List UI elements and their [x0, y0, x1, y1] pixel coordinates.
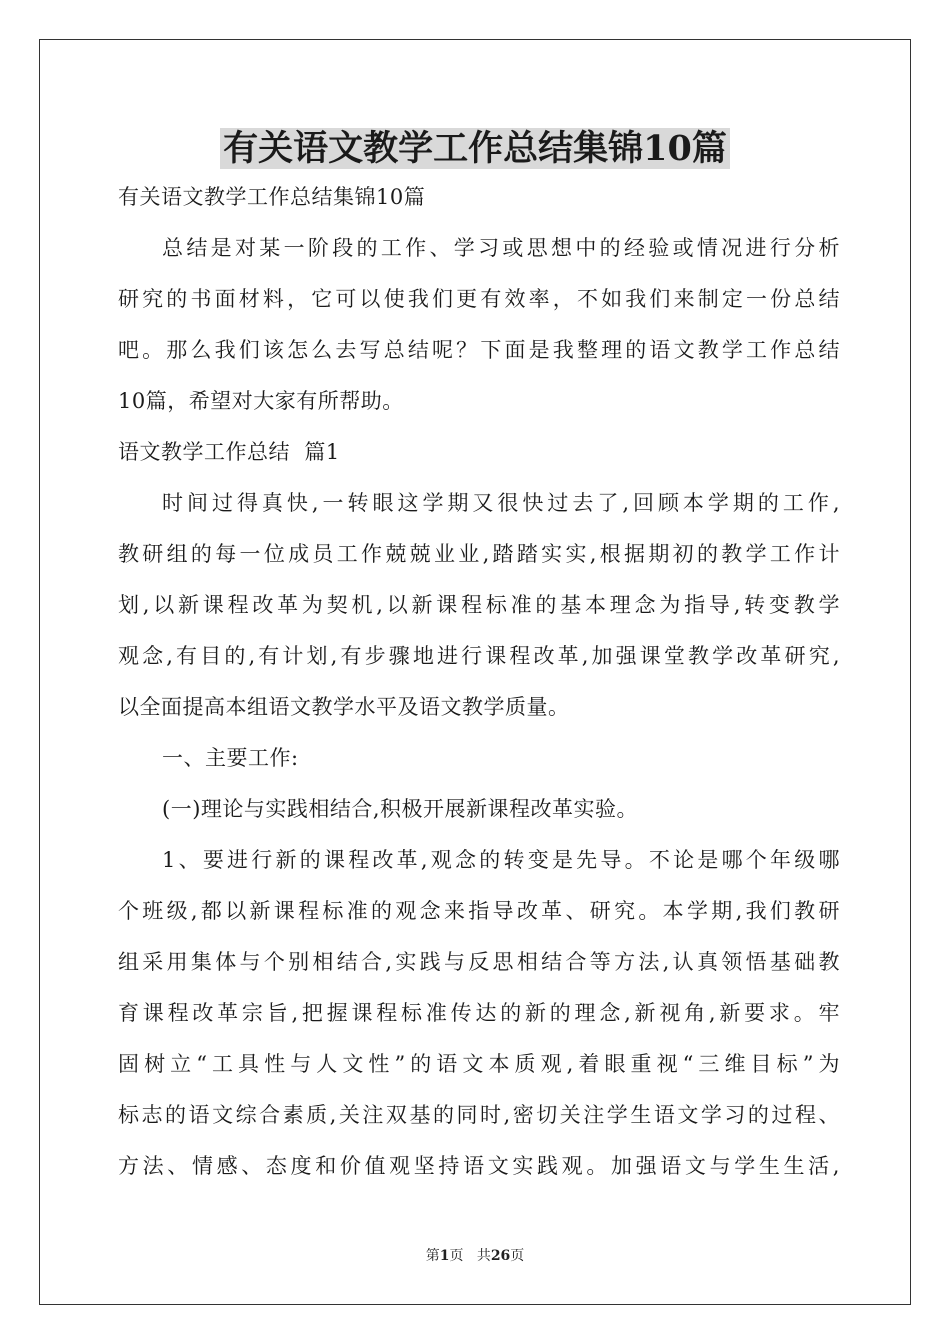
paragraph-line: 时间过得真快,一转眼这学期又很快过去了,回顾本学期的工作, — [162, 491, 840, 515]
page-prefix: 第 — [425, 1248, 440, 1264]
main-work-heading: 一、主要工作: — [162, 746, 299, 770]
total-prefix: 共 — [476, 1248, 491, 1264]
document-body — [118, 172, 840, 1192]
document-subtitle: 有关语文教学工作总结集锦10篇 — [118, 185, 426, 209]
subsection-heading: (一)理论与实践相结合,积极开展新课程改革实验。 — [162, 797, 639, 821]
intro-line: 研究的书面材料，它可以使我们更有效率，不如我们来制定一份总结 — [118, 287, 840, 311]
page-suffix: 页 — [449, 1248, 464, 1264]
paragraph-line: 组采用集体与个别相结合,实践与反思相结合等方法,认真领悟基础教 — [118, 950, 840, 974]
paragraph-line: 固树立“工具性与人文性”的语文本质观,着眼重视“三维目标”为 — [118, 1052, 840, 1076]
page-number: 1 — [439, 1248, 450, 1264]
paragraph-line: 1、要进行新的课程改革,观念的转变是先导。不论是哪个年级哪 — [162, 848, 840, 872]
total-pages: 26 — [490, 1248, 511, 1264]
paragraph-line: 育课程改革宗旨,把握课程标准传达的新的理念,新视角,新要求。牢 — [118, 1001, 840, 1025]
paragraph-line: 以全面提高本组语文教学水平及语文教学质量。 — [118, 695, 570, 719]
intro-line: 吧。那么我们该怎么去写总结呢？下面是我整理的语文教学工作总结 — [118, 338, 840, 362]
page-footer — [0, 1246, 950, 1266]
document-title — [0, 122, 950, 176]
total-suffix: 页 — [510, 1248, 525, 1264]
paragraph-line: 划,以新课程改革为契机,以新课程标准的基本理念为指导,转变教学 — [118, 593, 840, 617]
section-heading: 语文教学工作总结 篇1 — [118, 440, 340, 464]
paragraph-line: 方法、情感、态度和价值观坚持语文实践观。加强语文与学生生活, — [118, 1154, 840, 1178]
document-title-text: 有关语文教学工作总结集锦10篇 — [220, 128, 730, 169]
intro-line: 总结是对某一阶段的工作、学习或思想中的经验或情况进行分析 — [162, 236, 840, 260]
paragraph-line: 教研组的每一位成员工作兢兢业业,踏踏实实,根据期初的教学工作计 — [118, 542, 840, 566]
paragraph-line: 标志的语文综合素质,关注双基的同时,密切关注学生语文学习的过程、 — [118, 1103, 840, 1127]
intro-line: 10篇，希望对大家有所帮助。 — [118, 389, 404, 413]
paragraph-line: 个班级,都以新课程标准的观念来指导改革、研究。本学期,我们教研 — [118, 899, 840, 923]
paragraph-line: 观念,有目的,有计划,有步骤地进行课程改革,加强课堂教学改革研究, — [118, 644, 840, 668]
